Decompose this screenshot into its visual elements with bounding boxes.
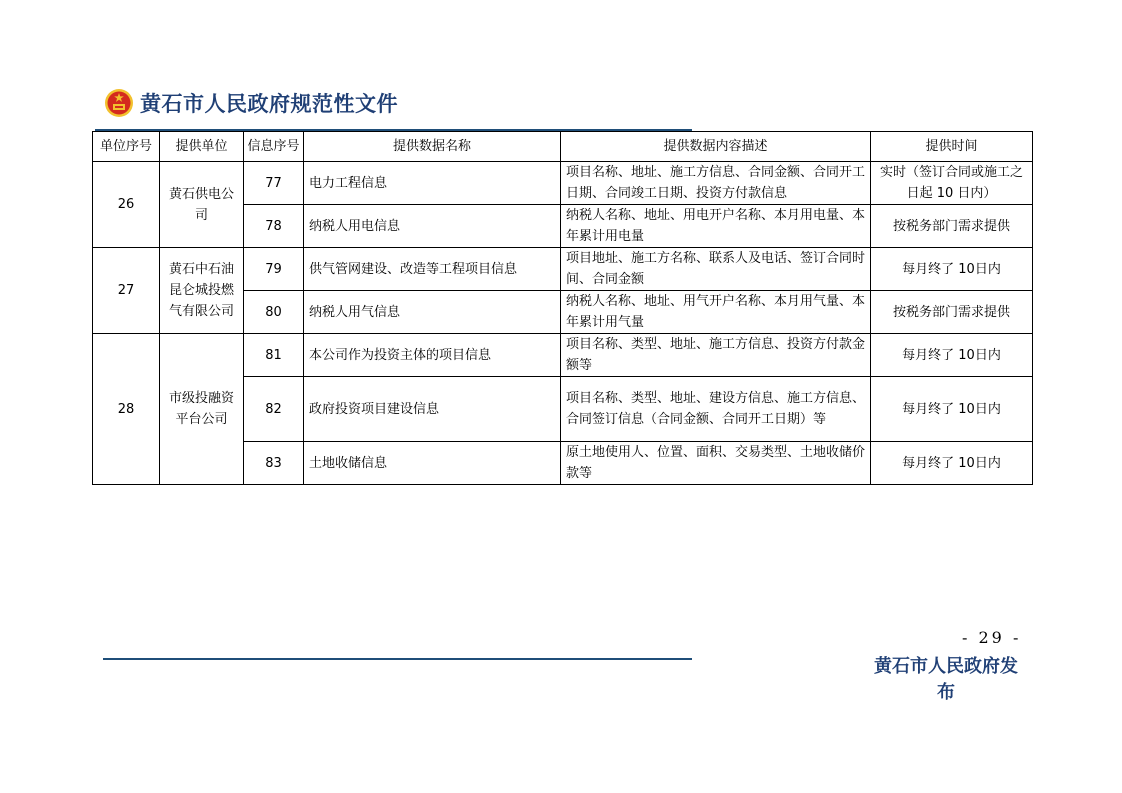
- column-header: 提供数据内容描述: [561, 132, 871, 162]
- info-number-cell: 82: [244, 377, 304, 442]
- provide-time-cell: 按税务部门需求提供: [871, 291, 1033, 334]
- data-name-cell: 本公司作为投资主体的项目信息: [304, 334, 561, 377]
- column-header: 提供单位: [160, 132, 244, 162]
- info-number-cell: 77: [244, 162, 304, 205]
- provide-time-cell: 每月终了 10日内: [871, 334, 1033, 377]
- info-number-cell: 80: [244, 291, 304, 334]
- info-number-cell: 79: [244, 248, 304, 291]
- data-name-cell: 供气管网建设、改造等工程项目信息: [304, 248, 561, 291]
- footer-publisher: 黄石市人民政府发布: [874, 656, 1018, 703]
- data-description-cell: 项目地址、施工方名称、联系人及电话、签订合同时间、合同金额: [561, 248, 871, 291]
- footer-divider: [103, 658, 692, 660]
- data-name-cell: 政府投资项目建设信息: [304, 377, 561, 442]
- unit-number-cell: 26: [93, 162, 160, 248]
- column-header: 提供时间: [871, 132, 1033, 162]
- unit-name-cell: 黄石中石油昆仑城投燃气有限公司: [160, 248, 244, 334]
- data-name-cell: 土地收储信息: [304, 442, 561, 485]
- provide-time-cell: 每月终了 10日内: [871, 248, 1033, 291]
- table-row: [93, 162, 1033, 205]
- page-number: - 29 -: [962, 628, 1022, 647]
- column-header: 单位序号: [93, 132, 160, 162]
- table-row: [93, 334, 1033, 377]
- data-description-cell: 项目名称、类型、地址、建设方信息、施工方信息、合同签订信息（合同金额、合同开工日期）等: [561, 377, 871, 442]
- data-table: [92, 131, 1033, 485]
- provide-time-cell: 每月终了 10日内: [871, 442, 1033, 485]
- info-number-cell: 81: [244, 334, 304, 377]
- unit-name-cell: 市级投融资平台公司: [160, 334, 244, 485]
- table-header-row: [93, 132, 1033, 162]
- column-header: 信息序号: [244, 132, 304, 162]
- unit-number-cell: 27: [93, 248, 160, 334]
- info-number-cell: 78: [244, 205, 304, 248]
- data-name-cell: 纳税人用电信息: [304, 205, 561, 248]
- unit-name-cell: 黄石供电公司: [160, 162, 244, 248]
- national-emblem-icon: [104, 88, 134, 118]
- data-name-cell: 纳税人用气信息: [304, 291, 561, 334]
- data-description-cell: 原土地使用人、位置、面积、交易类型、土地收储价款等: [561, 442, 871, 485]
- column-header: 提供数据名称: [304, 132, 561, 162]
- data-description-cell: 纳税人名称、地址、用电开户名称、本月用电量、本年累计用电量: [561, 205, 871, 248]
- document-header-title: 黄石市人民政府规范性文件: [140, 91, 398, 116]
- provide-time-cell: 实时（签订合同或施工之日起 10 日内）: [871, 162, 1033, 205]
- provide-time-cell: 按税务部门需求提供: [871, 205, 1033, 248]
- document-header: [104, 86, 398, 120]
- unit-number-cell: 28: [93, 334, 160, 485]
- info-number-cell: 83: [244, 442, 304, 485]
- data-description-cell: 纳税人名称、地址、用气开户名称、本月用气量、本年累计用气量: [561, 291, 871, 334]
- provide-time-cell: 每月终了 10日内: [871, 377, 1033, 442]
- data-description-cell: 项目名称、地址、施工方信息、合同金额、合同开工日期、合同竣工日期、投资方付款信息: [561, 162, 871, 205]
- table-row: [93, 248, 1033, 291]
- data-description-cell: 项目名称、类型、地址、施工方信息、投资方付款金额等: [561, 334, 871, 377]
- data-name-cell: 电力工程信息: [304, 162, 561, 205]
